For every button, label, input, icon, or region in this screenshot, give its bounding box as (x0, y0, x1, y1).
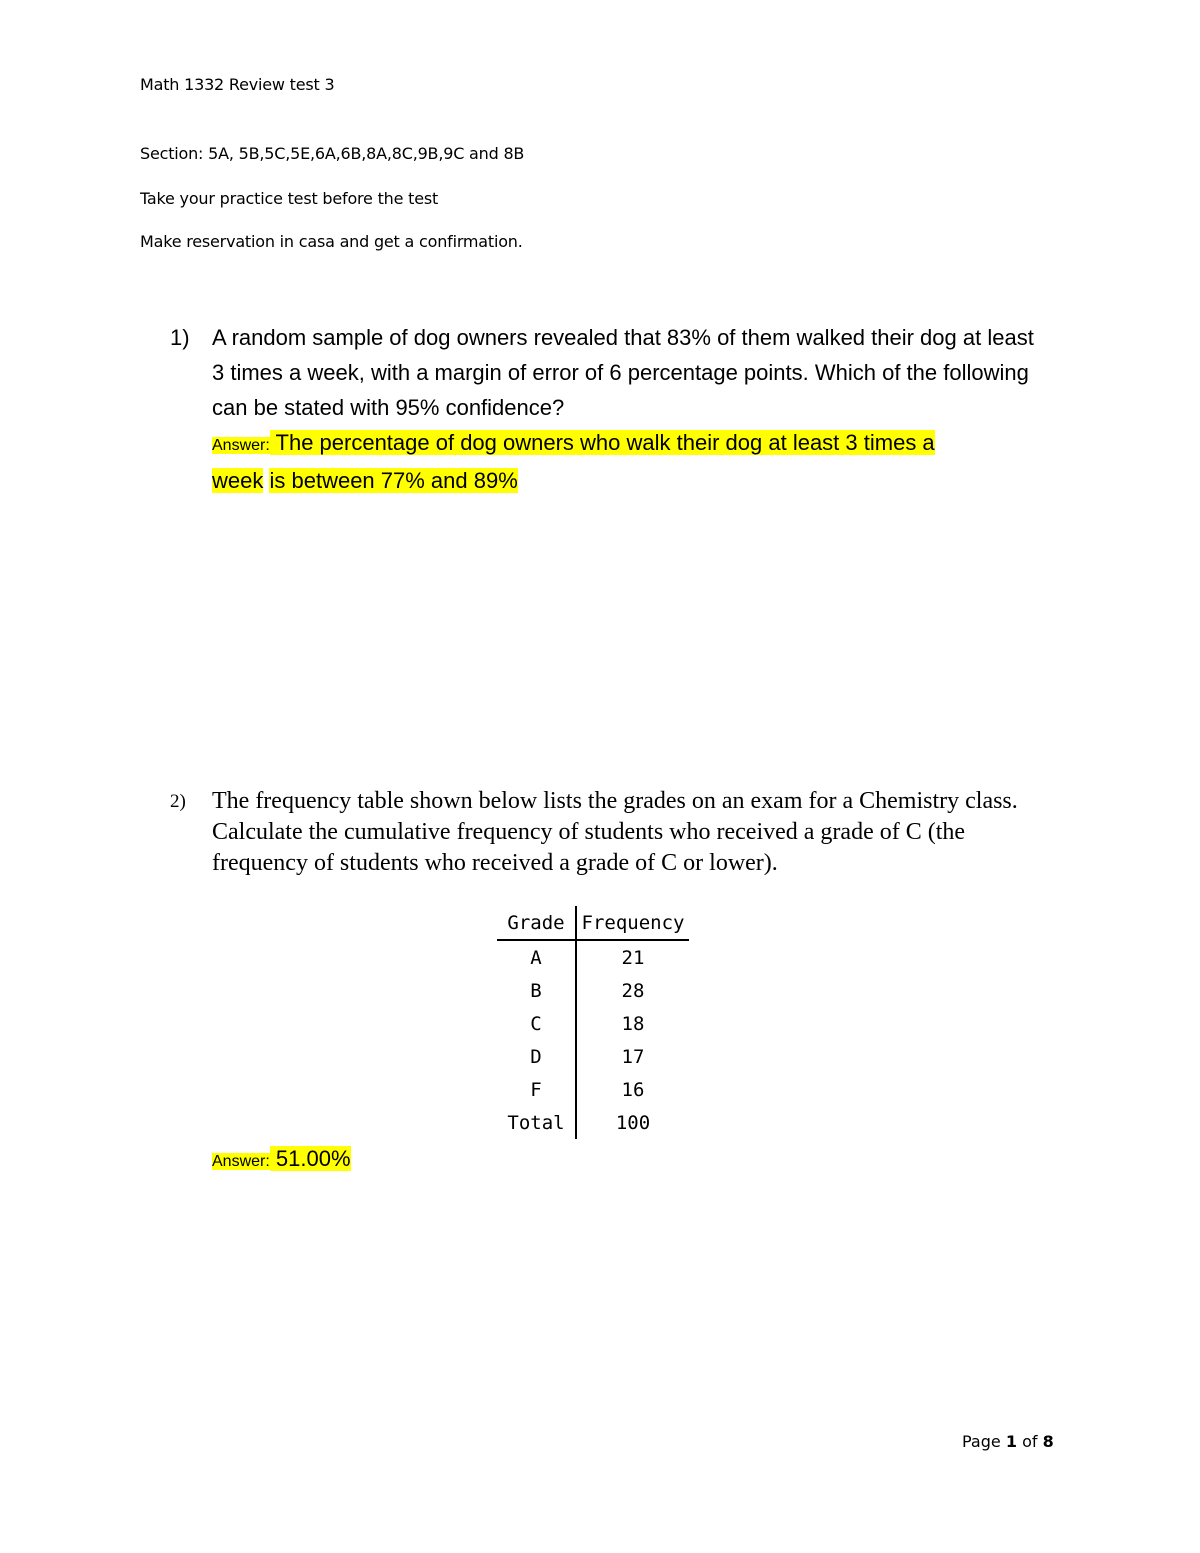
frequency-cell: 17 (621, 1045, 645, 1068)
table-header-row (497, 906, 689, 940)
table-row (497, 1073, 689, 1106)
grade-cell: D (497, 1040, 576, 1073)
table-row (497, 1007, 689, 1040)
section-list: Section: 5A, 5B,5C,5E,6A,6B,8A,8C,9B,9C and 8B (140, 144, 525, 163)
answer-text-line1: The percentage of dog owners who walk their dog at least 3 times a (275, 430, 935, 455)
question-1-number: 1) (170, 325, 190, 350)
table-row (497, 940, 689, 974)
frequency-cell: 28 (621, 979, 645, 1002)
answer-label: Answer: (212, 437, 270, 454)
page-word: Page (962, 1432, 1001, 1451)
frequency-cell: 21 (621, 946, 645, 969)
column-header-grade: Grade (497, 906, 576, 940)
table-row (497, 974, 689, 1007)
question-1-body (212, 320, 1050, 498)
question-1-text: A random sample of dog owners revealed that 83% of them walked their dog at least 3 times a week, with a margin of error of 6 percentage points. Which of the following can be stated with 95% confidence? (212, 325, 1034, 420)
total-pages-number: 8 (1042, 1432, 1054, 1451)
reservation-note: Make reservation in casa and get a confirmation. (140, 232, 523, 251)
grade-cell: A (497, 940, 576, 974)
table-total-row (497, 1106, 689, 1139)
grade-cell: B (497, 974, 576, 1007)
grade-cell: C (497, 1007, 576, 1040)
frequency-table (497, 906, 689, 1139)
total-label-cell: Total (497, 1106, 576, 1139)
question-2-number: 2) (170, 791, 186, 812)
frequency-cell: 18 (621, 1012, 645, 1035)
document-title: Math 1332 Review test 3 (140, 75, 335, 94)
page-footer (962, 1432, 1054, 1451)
current-page-number: 1 (1005, 1432, 1017, 1451)
total-value-cell: 100 (615, 1111, 651, 1134)
answer-text-range: is between 77% and 89% (269, 468, 518, 493)
of-word: of (1022, 1432, 1038, 1451)
grade-cell: F (497, 1073, 576, 1106)
question-2-answer (212, 1144, 351, 1177)
table-row (497, 1040, 689, 1073)
answer-label: Answer: (212, 1153, 270, 1170)
question-1 (170, 320, 1050, 498)
question-2-text: The frequency table shown below lists the grades on an exam for a Chemistry class. Calculate the cumulative frequency of students who received a grade of C (the frequency of students who received a grade of C or lower). (212, 788, 1018, 876)
column-header-frequency: Frequency (576, 906, 689, 940)
question-2 (170, 786, 1050, 879)
answer-value: 51.00% (275, 1146, 351, 1171)
practice-note: Take your practice test before the test (140, 189, 439, 208)
question-1-answer (212, 425, 1050, 498)
frequency-cell: 16 (621, 1078, 645, 1101)
answer-text-week: week (212, 468, 264, 493)
